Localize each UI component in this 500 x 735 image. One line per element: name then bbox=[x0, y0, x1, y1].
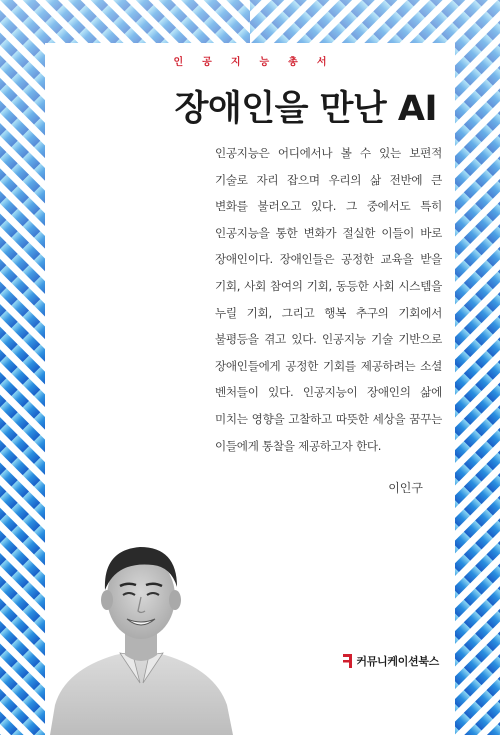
publisher-mark-icon bbox=[343, 654, 352, 668]
publisher-logo bbox=[343, 651, 439, 671]
author-name: 이인구 bbox=[388, 481, 423, 495]
cover-panel bbox=[45, 43, 455, 735]
publisher-name: 커뮤니케이션북스 bbox=[356, 655, 439, 668]
book-description: 인공지능은 어디에서나 볼 수 있는 보편적 기술로 자리 잡으며 우리의 삶 전반에 큰 변화를 불러오고 있다. 그 중에서도 특히 인공지능을 통한 변화가 절실한 이들이 바로 장애인이다. 장애인들은 공정한 교육을 받을 기회, 사회 참여의 기회, 동등한 사회 시스템을 누릴 기회, 그리고 행복 추구의 기회에서 불평등을 겪고 있다. 인공지능 기술 기반으로 장애인들에게 공정한 기회를 제공하려는 소셜 벤처들이 있다. 인공지능이 장애인의 삶에 미치는 영향을 고찰하고 따뜻한 세상을 꿈꾸는 이들에게 통찰을 제공하고자 한다. bbox=[215, 146, 442, 453]
series-label: 인공지능총서 bbox=[173, 57, 346, 68]
author-photo bbox=[45, 505, 235, 735]
book-title: 장애인을 만난 AI bbox=[174, 89, 437, 129]
